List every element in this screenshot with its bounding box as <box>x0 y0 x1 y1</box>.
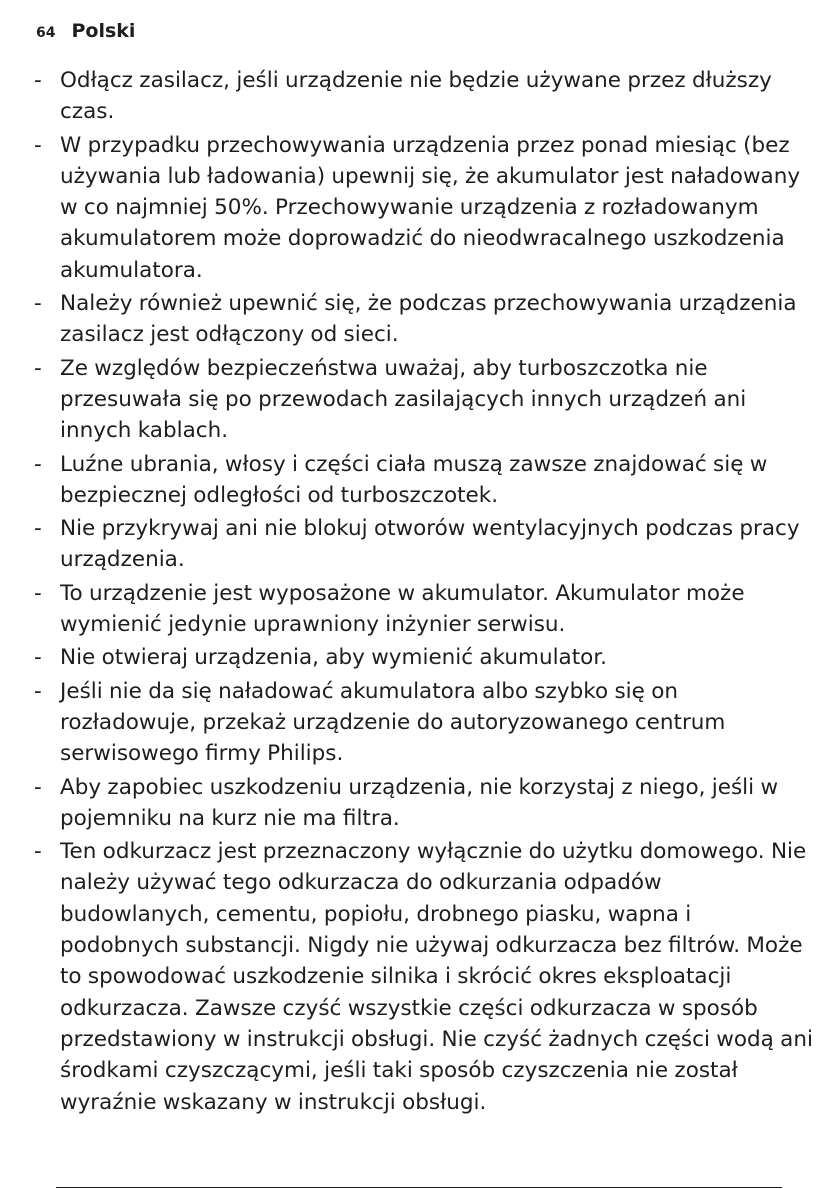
bullet-dash: - <box>34 68 42 93</box>
list-item <box>34 65 814 128</box>
bullet-dash: - <box>34 355 42 381</box>
bullet-dash: - <box>34 839 42 865</box>
page-number: 64 <box>36 25 56 41</box>
list-item-text: Nie otwieraj urządzenia, aby wymienić akumulator. <box>60 645 608 671</box>
list-item <box>34 288 814 351</box>
list-item-text: Aby zapobiec uszkodzeniu urządzenia, nie korzystaj z niego, jeśli w pojemniku na kurz nie ma filtra. <box>60 774 779 831</box>
bullet-dash: - <box>34 291 42 317</box>
bullet-dash: - <box>34 774 42 800</box>
footer-divider <box>56 1187 782 1188</box>
list-item-text: Luźne ubrania, włosy i części ciała muszą zawsze znajdować się w bezpiecznej odległości od turboszczotek. <box>60 451 768 508</box>
bullet-dash: - <box>34 645 42 671</box>
list-item-text: Należy również upewnić się, że podczas przechowywania urządzenia zasilacz jest odłączony od sieci. <box>60 291 797 348</box>
list-item-text: Odłącz zasilacz, jeśli urządzenie nie będzie używane przez dłuższy czas. <box>60 68 772 125</box>
list-item <box>34 353 814 447</box>
page-language: Polski <box>71 20 136 42</box>
safety-instructions-list <box>34 65 814 1120</box>
list-item <box>34 449 814 512</box>
list-item <box>34 772 814 835</box>
bullet-dash: - <box>34 451 42 477</box>
list-item <box>34 836 814 1118</box>
list-item-text: Ten odkurzacz jest przeznaczony wyłącznie do użytku domowego. Nie należy używać tego odkurzacza do odkurzania odpadów budowlanych, cementu, popiołu, drobnego piasku, wapna i podobnych substancji. Nigdy nie używaj odkurzacza bez filtrów. Może to spowodować uszkodzenie silnika i skrócić okres eksploatacji odkurzacza. Zawsze czyść wszystkie części odkurzacza w sposób przedstawiony w instrukcji obsługi. Nie czyść żadnych części wodą ani środkami czyszczącymi, jeśli taki sposób czyszczenia nie został wyraźnie wskazany w instrukcji obsługi. <box>60 839 813 1115</box>
list-item-text: Nie przykrywaj ani nie blokuj otworów wentylacyjnych podczas pracy urządzenia. <box>60 516 800 573</box>
list-item <box>34 642 814 673</box>
list-item-text: W przypadku przechowywania urządzenia przez ponad miesiąc (bez używania lub ładowania) upewnij się, że akumulator jest naładowany w co najmniej 50%. Przechowywanie urządzenia z rozładowanym akumulatorem może doprowadzić do nieodwracalnego uszkodzenia akumulatora. <box>60 132 801 283</box>
list-item-text: To urządzenie jest wyposażone w akumulator. Akumulator może wymienić jedynie uprawniony inżynier serwisu. <box>60 580 745 638</box>
list-item <box>34 130 814 286</box>
list-item <box>34 676 814 770</box>
bullet-dash: - <box>34 132 42 158</box>
bullet-dash: - <box>34 516 42 542</box>
page-header <box>36 20 135 42</box>
bullet-dash: - <box>34 678 42 704</box>
list-item-text: Jeśli nie da się naładować akumulatora albo szybko się on rozładowuje, przekaż urządzenie do autoryzowanego centrum serwisowego firmy Philips. <box>60 678 726 767</box>
list-item <box>34 578 814 641</box>
list-item <box>34 513 814 576</box>
bullet-dash: - <box>34 580 42 606</box>
list-item-text: Ze względów bezpieczeństwa uważaj, aby turboszczotka nie przesuwała się po przewodach zasilających innych urządzeń ani innych kablach. <box>60 355 747 444</box>
